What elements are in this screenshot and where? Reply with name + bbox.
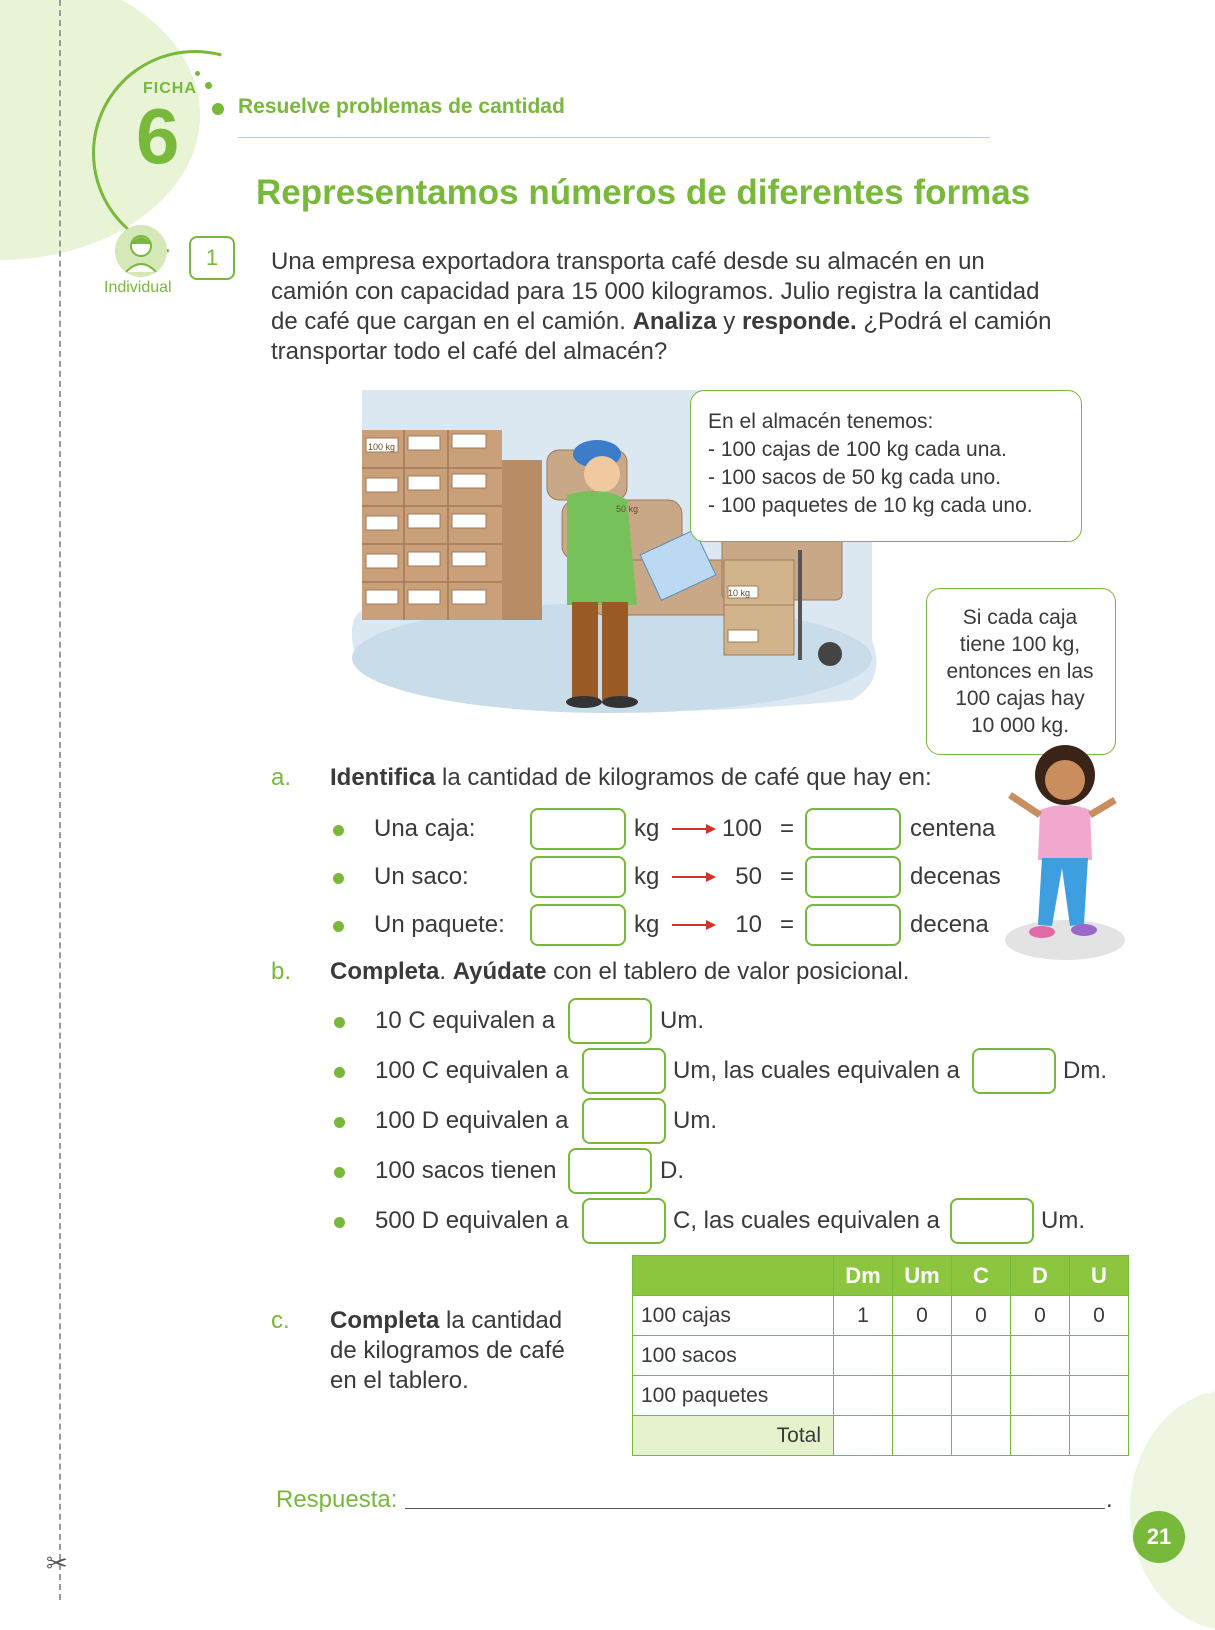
cell[interactable]	[1070, 1416, 1129, 1456]
table-row	[633, 1296, 1129, 1336]
part-b-text-2a: 100 C equivalen a	[375, 1057, 569, 1084]
ficha-label: FICHA	[143, 80, 197, 97]
cell[interactable]	[1070, 1376, 1129, 1416]
page-title: Representamos números de diferentes formas	[256, 173, 1031, 212]
part-b-text-5c: Um.	[1041, 1207, 1085, 1234]
part-a-item-2: Un saco:	[374, 863, 469, 890]
bubble1-line-2: - 100 cajas de 100 kg cada una.	[708, 438, 1007, 461]
scissors-icon: ✂	[46, 1548, 68, 1578]
part-c-line-2: de kilogramos de café	[330, 1337, 565, 1364]
badge-label: Individual	[104, 279, 172, 296]
problem-line-3e: ¿Podrá el camión	[856, 308, 1052, 335]
header-dm: Dm	[834, 1256, 893, 1296]
problem-line-4: transportar todo el café del almacén?	[271, 338, 668, 365]
part-a-equals-2: =	[780, 863, 795, 890]
part-b-bullet-2	[334, 1067, 345, 1078]
cell: 0	[1011, 1296, 1070, 1336]
cell[interactable]	[952, 1376, 1011, 1416]
part-b-answer-1[interactable]	[568, 998, 652, 1044]
cell: 1	[834, 1296, 893, 1336]
row-label-cajas: 100 cajas	[633, 1296, 834, 1336]
answer-line[interactable]	[405, 1508, 1105, 1509]
part-a-bullet-2	[333, 873, 344, 884]
part-a-equals-3: =	[780, 911, 795, 938]
answer-label: Respuesta:	[276, 1486, 398, 1513]
cell[interactable]	[1011, 1336, 1070, 1376]
cell[interactable]	[834, 1376, 893, 1416]
cell[interactable]	[893, 1336, 952, 1376]
cell: 0	[952, 1296, 1011, 1336]
student-icon	[114, 224, 168, 278]
header-d: D	[1011, 1256, 1070, 1296]
part-a-suffix-1: centena	[910, 815, 996, 842]
cell: 0	[893, 1296, 952, 1336]
part-c-line-1-rest: la cantidad	[439, 1307, 563, 1334]
header-um: Um	[893, 1256, 952, 1296]
part-a-num-1: 100	[721, 815, 762, 842]
part-b-text-2c: Dm.	[1063, 1057, 1107, 1084]
box-label-sample: 100 kg	[368, 442, 396, 452]
problem-number: 1	[205, 245, 219, 270]
cell[interactable]	[1070, 1336, 1129, 1376]
part-b-rest: con el tablero de valor posicional.	[546, 958, 910, 985]
cell: 0	[1070, 1296, 1129, 1336]
part-a-num-3: 10	[735, 911, 762, 938]
part-b-mid: .	[439, 958, 453, 985]
part-a-unit-2: kg	[634, 863, 660, 890]
part-b-bullet-4	[334, 1167, 345, 1178]
part-b-text-3a: 100 D equivalen a	[375, 1107, 569, 1134]
cut-line	[59, 0, 61, 1600]
part-b-answer-5b[interactable]	[950, 1198, 1034, 1244]
bubble2-line-3: entonces en las	[946, 660, 1094, 683]
page-number: 21	[1133, 1511, 1185, 1563]
place-value-table	[632, 1255, 1129, 1456]
part-c-verb: Completa	[330, 1307, 440, 1334]
cell[interactable]	[834, 1416, 893, 1456]
part-b-answer-3[interactable]	[582, 1098, 666, 1144]
part-a-unit-1: kg	[634, 815, 660, 842]
part-b-verb-1: Completa	[330, 958, 440, 985]
bubble1-line-4: - 100 paquetes de 10 kg cada uno.	[708, 494, 1033, 517]
row-label-paquetes: 100 paquetes	[633, 1376, 834, 1416]
cell[interactable]	[1011, 1416, 1070, 1456]
part-b-text-5a: 500 D equivalen a	[375, 1207, 569, 1234]
header-rule	[238, 137, 990, 138]
part-b-text-1a: 10 C equivalen a	[375, 1007, 556, 1034]
bubble2-line-2: tiene 100 kg,	[959, 633, 1081, 656]
part-a-equals-1: =	[780, 815, 795, 842]
ficha-number: 6	[136, 92, 180, 180]
section-title: Resuelve problemas de cantidad	[238, 95, 565, 118]
part-a-item-1: Una caja:	[374, 815, 476, 842]
cell[interactable]	[1011, 1376, 1070, 1416]
part-b-answer-2b[interactable]	[972, 1048, 1056, 1094]
part-c-letter: c.	[271, 1307, 290, 1334]
part-b-answer-5a[interactable]	[582, 1198, 666, 1244]
pack-label-sample: 10 kg	[728, 588, 751, 598]
part-a-answer-kg-1[interactable]	[530, 808, 626, 850]
bubble2-line-1: Si cada caja	[962, 606, 1078, 629]
part-b-bullet-1	[334, 1017, 345, 1028]
part-b-answer-2a[interactable]	[582, 1048, 666, 1094]
section-bullet	[212, 103, 224, 115]
cell[interactable]	[893, 1376, 952, 1416]
problem-analiza: Analiza	[632, 308, 717, 335]
part-c-line-3: en el tablero.	[330, 1367, 469, 1394]
sack-label-sample: 50 kg	[616, 504, 639, 514]
cell[interactable]	[893, 1416, 952, 1456]
part-b-text-4b: D.	[660, 1157, 684, 1184]
part-a-unit-3: kg	[634, 911, 660, 938]
part-a-answer-unit-3[interactable]	[805, 904, 901, 946]
part-a-answer-kg-2[interactable]	[530, 856, 626, 898]
part-a-suffix-3: decena	[910, 911, 989, 938]
part-a-answer-unit-1[interactable]	[805, 808, 901, 850]
bubble2-line-5: 10 000 kg.	[970, 714, 1070, 737]
table-total-row	[633, 1416, 1129, 1456]
bubble1-line-3: - 100 sacos de 50 kg cada uno.	[708, 466, 1002, 489]
problem-line-1: Una empresa exportadora transporta café desde su almacén en un	[271, 248, 985, 275]
bubble1-line-1: En el almacén tenemos:	[708, 410, 934, 433]
problem-line-2: camión con capacidad para 15 000 kilogramos. Julio registra la cantidad	[271, 278, 1040, 305]
part-c-line-1	[330, 1307, 562, 1335]
part-a-rest: la cantidad de kilogramos de café que hay en:	[435, 764, 932, 791]
header-u: U	[1070, 1256, 1129, 1296]
problem-line-3c: y	[716, 308, 742, 335]
part-b-text-5b: C, las cuales equivalen a	[673, 1207, 940, 1234]
dot-small	[195, 71, 200, 76]
part-a-letter: a.	[271, 764, 292, 791]
part-a-bullet-1	[333, 825, 344, 836]
part-b-verb-2: Ayúdate	[452, 958, 547, 985]
part-b-letter: b.	[271, 958, 292, 985]
part-a-item-3: Un paquete:	[374, 911, 505, 938]
table-header-row	[633, 1256, 1129, 1296]
table-row	[633, 1376, 1129, 1416]
part-b-text-4a: 100 sacos tienen	[375, 1157, 557, 1184]
table-corner	[633, 1256, 834, 1296]
row-label-sacos: 100 sacos	[633, 1336, 834, 1376]
girl-illustration	[1000, 740, 1130, 970]
problem-responde: responde.	[741, 308, 857, 335]
cell[interactable]	[834, 1336, 893, 1376]
part-b-answer-4[interactable]	[568, 1148, 652, 1194]
bubble2-line-4: 100 cajas hay	[955, 687, 1085, 710]
part-b-text-3b: Um.	[673, 1107, 717, 1134]
dot-medium	[205, 82, 212, 89]
part-b-text-1b: Um.	[660, 1007, 704, 1034]
part-a-bullet-3	[333, 921, 344, 932]
part-a-suffix-2: decenas	[910, 863, 1001, 890]
part-b-text-2b: Um, las cuales equivalen a	[673, 1057, 960, 1084]
part-a-answer-unit-2[interactable]	[805, 856, 901, 898]
part-a-num-2: 50	[735, 863, 762, 890]
cell[interactable]	[952, 1336, 1011, 1376]
header-c: C	[952, 1256, 1011, 1296]
table-row	[633, 1336, 1129, 1376]
part-a-verb: Identifica	[330, 764, 436, 791]
part-b-bullet-3	[334, 1117, 345, 1128]
part-a-answer-kg-3[interactable]	[530, 904, 626, 946]
part-b-instruction	[330, 958, 909, 986]
part-b-bullet-5	[334, 1217, 345, 1228]
corner-decoration	[1130, 1390, 1215, 1630]
total-label: Total	[633, 1416, 834, 1456]
problem-line-3a: de café que cargan en el camión.	[271, 308, 633, 335]
answer-end: .	[1106, 1486, 1113, 1513]
problem-line-3	[271, 308, 1051, 336]
cell[interactable]	[952, 1416, 1011, 1456]
part-a-instruction	[330, 764, 932, 792]
